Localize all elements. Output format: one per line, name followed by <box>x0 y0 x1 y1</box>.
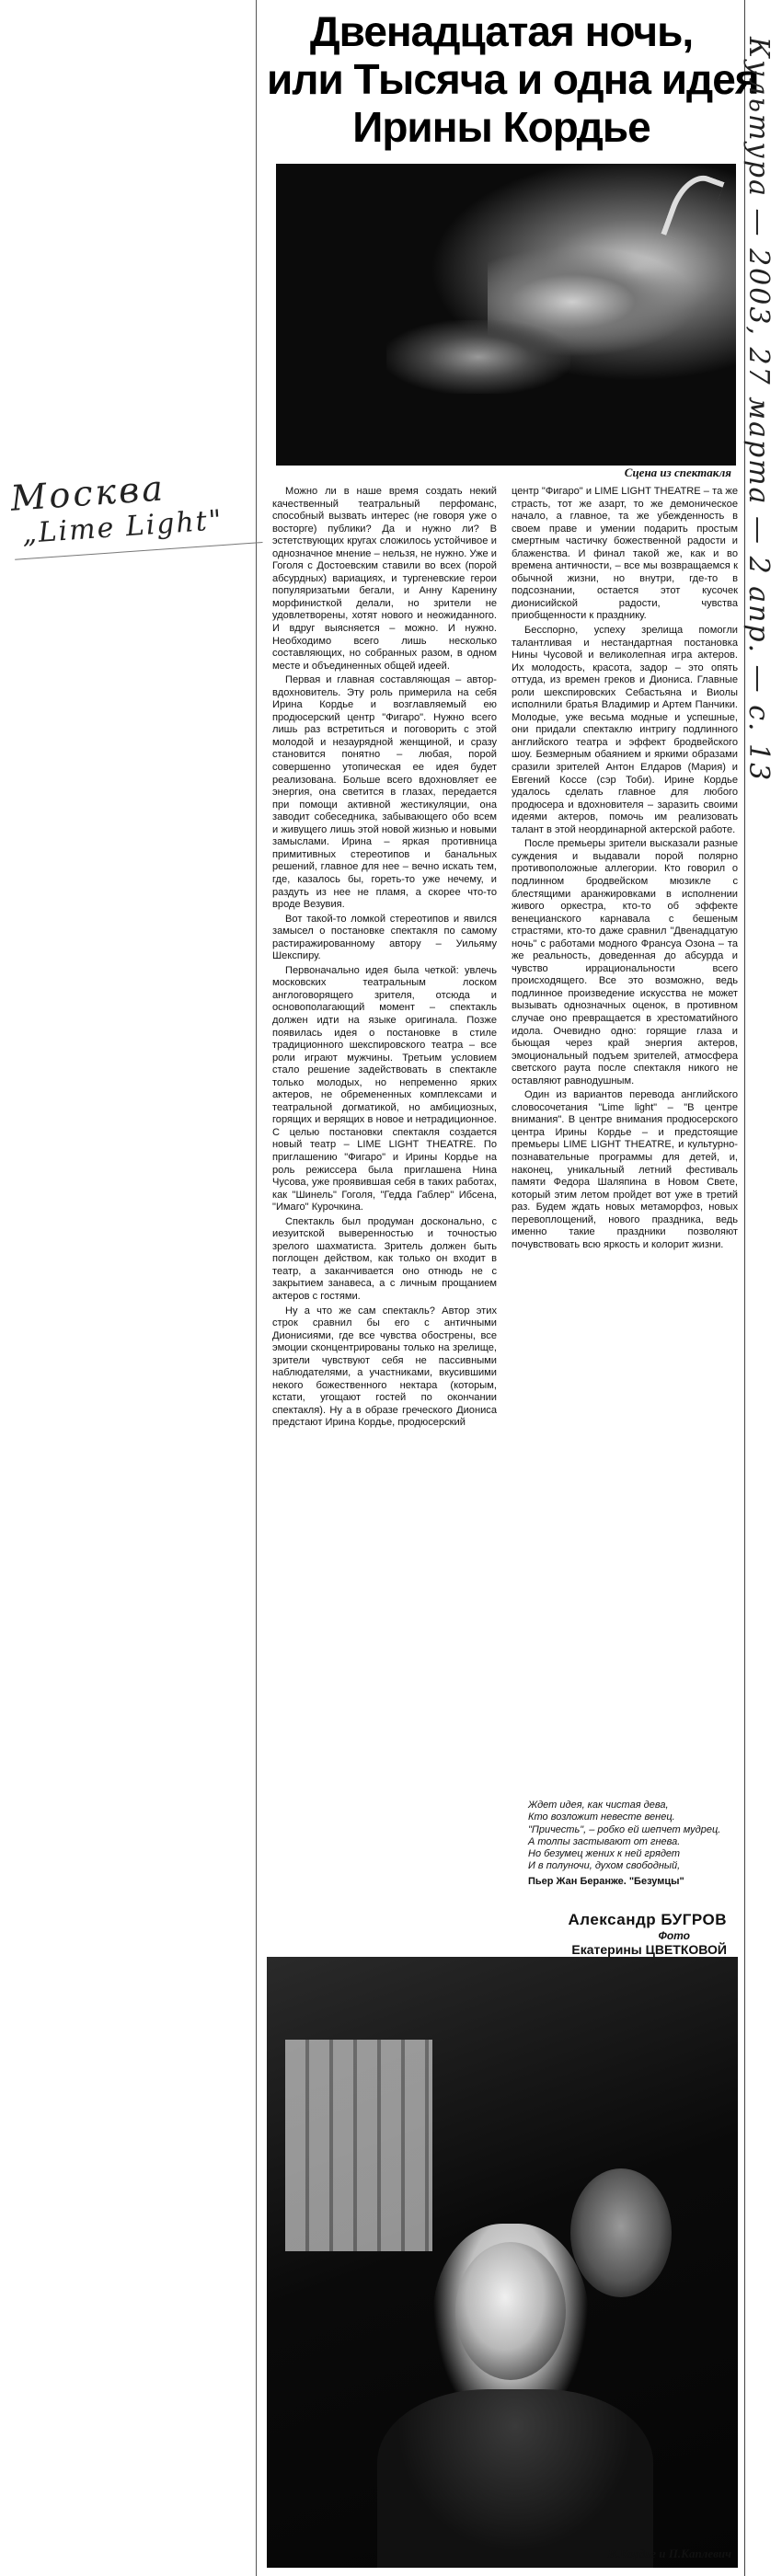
paragraph: Один из вариантов перевода английского словосочетания "Lime light" – "В центре внимания". В центре внимания продюсерского центра Ирины Кордье – и предстоящие премьеры LIME LIGHT THEATRE, и культурно-познавательные программы для детей, и, наконец, уникальный летний фестиваль памяти Федора Шаляпина в Новом Свете, который этим летом пройдет вот уже в третий раз. Будем ждать новых метаморфоз, новых перевоплощений, нового праздника, ведь именно такие праздники позволяют почувствовать всю яркость и колорит жизни. <box>512 1089 738 1250</box>
byline <box>569 1911 728 1957</box>
paragraph: Первая и главная составляющая – автор-вдохновитель. Эту роль примерила на себя Ирина Кордье и возглавляемый ею продюсерский центр "Фигаро". Нужно всего лишь раз встретиться и поговорить с этой молодой и незаурядной женщиной, и сразу становится понятно – любая, порой совершенно утопическая ее идея будет реализована. Больше всего вдохновляет ее энергия, она светится в глазах, передается при помощи активной жестикуляции, она заводит собеседника, забывающего обо всем и живущего лишь этой новой жизнью и новыми замыслами. Ирина – яркая противница примитивных стереотипов и банальных решений, главное для нее – вечно искать тем, где, казалось бы, гореть-то уже нечему, и раздуть из нее не пламя, а скорее что-то вроде Везувия. <box>272 674 497 911</box>
paragraph: Ну а что же сам спектакль? Автор этих строк сравнил бы его с античными Дионисиями, где все чувства обострены, все эмоции сконцентрированы только на зрелище, зрители чувствуют себя не пассивными наблюдателями, а участниками, вкусившими некого божественного нектара (которым, кстати, угощают гостей по окончании спектакля). Ну а в образе греческого Диониса предстают Ирина Кордье, продюсерский <box>272 1305 497 1429</box>
poem-line: Кто возложит невесте венец. <box>528 1811 675 1823</box>
photo-window <box>285 2040 432 2251</box>
headline-line-1: Двенадцатая ночь, <box>309 7 694 55</box>
poem-source: Пьер Жан Беранже. "Безумцы" <box>528 1876 684 1887</box>
headline-line-3: Ирины Кордье <box>352 103 650 151</box>
photo-credit-label: Фото <box>658 1929 690 1942</box>
portrait-photo <box>267 1957 738 2568</box>
article-column-right <box>512 486 738 1797</box>
poem-line: А толпы застывают от гнева. <box>528 1835 681 1847</box>
handwritten-theatre: „Lime Light" <box>21 503 224 551</box>
photo-prop <box>661 167 724 247</box>
portrait-photo-caption: И.Кордье и П.Каплевич <box>607 2547 731 2560</box>
photo-figure <box>377 2389 653 2568</box>
photo-figure <box>386 320 570 394</box>
handwritten-note-source <box>9 464 224 551</box>
author-name: Александр БУГРОВ <box>568 1911 727 1928</box>
article-column-left <box>272 486 497 1840</box>
paragraph: Вот такой-то ломкой стереотипов и явился замысел о постановке спектакля по самому растиражированному автору – Уильяму Шекспиру. <box>272 913 497 962</box>
paragraph: Можно ли в наше время создать некий качественный театральный перфоманс, способный вызвать интерес (не говоря уже о восторге) публики? Да и нужно ли? В эстетствующих кругах сложилось устойчивое и однозначное мнение – нельзя, не нужно. Уже и Гоголя с Достоевским ставили во всех (порой абсурдных) вариациях, и тургеневские герои популяризатьми бегали, и Анну Каренину морфинисткой делали, но зрители не удовлетворены, хотят нового и неожиданного. И вдруг выясняется – можно. И нужно. Необходимо всего лишь несколько составляющих, но собранных разом, в одном месте и объединенных общей идеей. <box>272 486 497 672</box>
epigraph-poem <box>528 1800 740 1873</box>
headline-line-2: или Тысяча и одна идея <box>267 55 759 103</box>
paragraph: Первоначально идея была четкой: увлечь московских театральным лоском англоговорящего зрителя, отсюда и основополагающий момент – спектакль должен идти на языке оригинала. Позже появилась идея о постановке в стиле традиционного шекспировского театра – все роли играют мужчины. Третьим условием стало решение задействовать в спектакле только молодых, но непременно ярких актеров, не обремененных комплексами и театральной догматикой, но амбициозных, горящих и верящих в новое и нетрадиционное. С целью постановки спектакля создается новый театр – LIME LIGHT THEATRE. По приглашению "Фигаро" и Ирины Кордье на роль режиссера была приглашена Нина Чусова, уже проявившая себя в таких работах, как "Шинель" Гоголя, "Гедда Габлер" Ибсена, "Имаго" Курочкина. <box>272 964 497 1213</box>
photo-figure <box>570 2168 672 2297</box>
headline <box>267 7 759 151</box>
poem-line: Ждет идея, как чистая дева, <box>528 1800 669 1811</box>
poem-line: "Причесть", – робко ей шепчет мудрец. <box>528 1823 721 1835</box>
poem-line: И в полуночи, духом свободный, <box>528 1860 681 1872</box>
stage-photo <box>276 164 736 466</box>
photo-figure <box>455 2242 566 2380</box>
poem-line: Но безумец жених к ней грядет <box>528 1848 681 1860</box>
stage-photo-caption: Сцена из спектакля <box>624 466 731 479</box>
paragraph: Бесспорно, успеху зрелища помогли талантливая и нестандартная постановка Нины Чусовой и великолепная игра актеров. Их молодость, красота, задор – это опять оттуда, из времен греков и Диониса. Главные роли шекспировских Себастьяна и Виолы исполнили братья Владимир и Артем Панчики. Молодые, уже весьма модные и успешные, они придали спектаклю интригу подлинного английского театра и эффект бродвейского шоу. Безмерным обаянием и яркими образами сразили зрителей Антон Елдаров (Мария) и Евгений Коссе (сэр Тоби). Ирине Кордье удалось сделать главное для любого продюсера и вдохновителя – заразить своими идеями актеров, помочь им реализовать талант в этой неординарной актерской работе. <box>512 625 738 835</box>
photographer-name: Екатерины ЦВЕТКОВОЙ <box>571 1942 727 1957</box>
paragraph: Спектакль был продуман досконально, с иезуитской выверенностью и точностью зрелого шахматиста. Зритель должен быть поглощен действом, как только он входит в театр, а заканчивается оно отнюдь не с закрытием занавеса, а с личным прощанием актеров с гостями. <box>272 1215 497 1302</box>
handwritten-note-date: Культура — 2003, 27 марта — 2 апр. — с. 13 <box>742 37 775 783</box>
paragraph: После премьеры зрители высказали разные суждения и выдавали порой полярно противоположные аллегории. Кто говорил о подлинном бродвейском мюзикле с блестящими аранжировками в исполнении живого оркестра, кто-то об эффекте венецианского карнавала с бешеным страстями, кто-то даже сравнил "Двенадцатую ночь" с работами модного Франсуа Озона – та же реальность, доведенная до абсурда и чувство иррациональности всего происходящего. Все это возможно, ведь подлинное произведение искусства не может вызывать однозначных оценок, в противном случае оно превращается в хрестоматийного идола. Очевидно одно: горящие глаза и бьющая через край энергия актеров, эмоциональный подъем зрителей, атмосфера светского раута после спектакля никого не оставляют равнодушным. <box>512 838 738 1087</box>
paragraph: центр "Фигаро" и LIME LIGHT THEATRE – та же страсть, тот же азарт, то же демоническое начало, а главное, та же убежденность в своем праве и умении подарить простым смертным частичку божественной радости и блаженства. И финал такой же, как и во времена античности, – все мы возвращаемся к обычной жизни, но внутри, где-то в подсознании, остается этот кусочек дионисийской радости, чувства приобщенности к празднику. <box>512 486 738 622</box>
handwritten-city: Москва <box>9 467 167 519</box>
